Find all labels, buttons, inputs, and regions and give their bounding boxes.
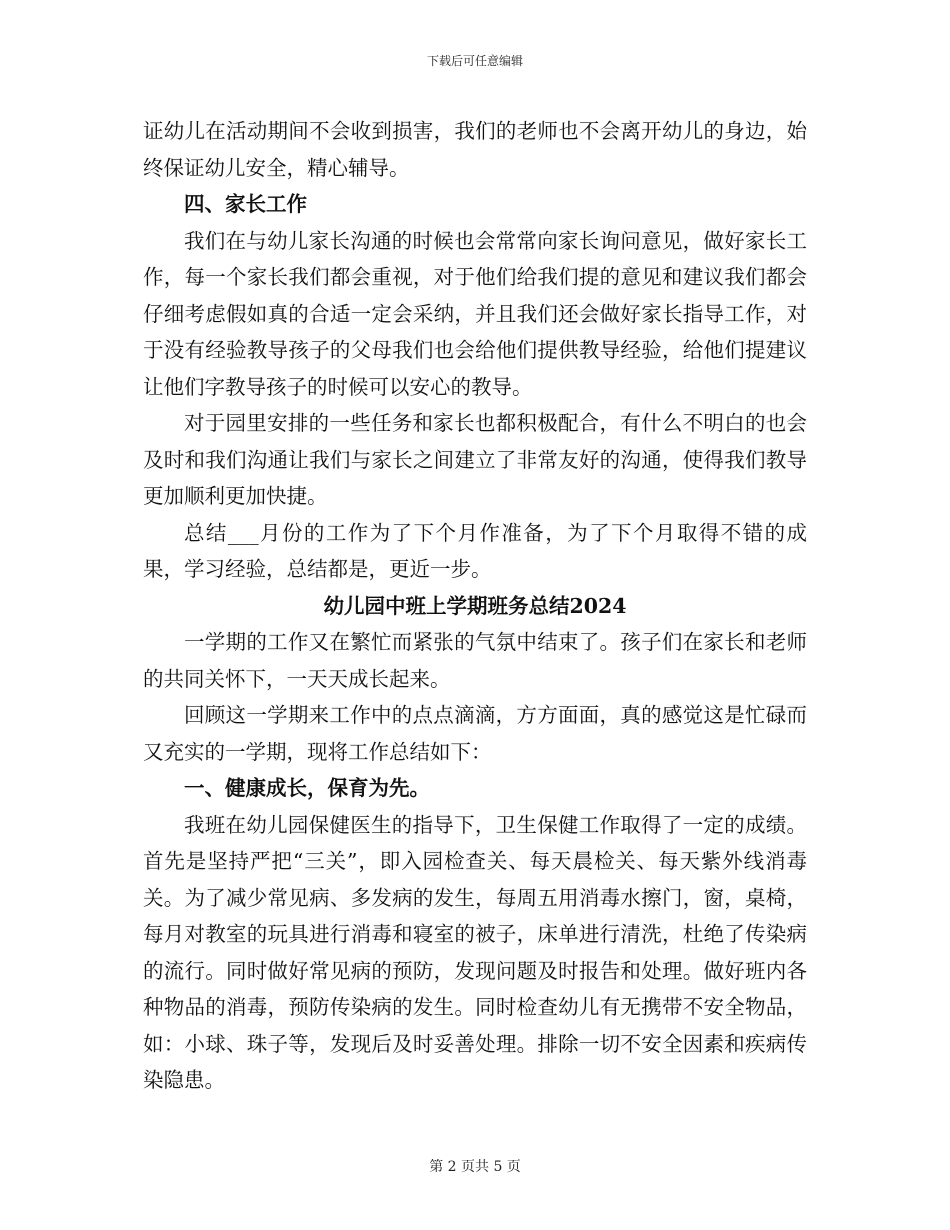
page-header: 下载后可任意编辑	[426, 54, 523, 68]
section-heading-health: 一、健康成长，保育为先。	[184, 776, 430, 800]
paragraph-semester-intro: 一学期的工作又在繁忙而紧张的气氛中结束了。孩子们在家长和老师的共同关怀下，一天天成长起来。	[143, 630, 807, 691]
paragraph-continued: 证幼儿在活动期间不会收到损害，我们的老师也不会离开幼儿的身边，始终保证幼儿安全，精心辅导。	[143, 119, 807, 180]
section-heading-parent-work: 四、家长工作	[184, 192, 307, 216]
document-body	[143, 113, 807, 1099]
document-section-title: 幼儿园中班上学期班务总结2024	[323, 593, 627, 618]
paragraph-parent-communication: 我们在与幼儿家长沟通的时候也会常常向家长询问意见，做好家长工作，每一个家长我们都会重视，对于他们给我们提的意见和建议我们都会仔细考虑假如真的合适一定会采纳，并且我们还会做好家长指导工作，对于没有经验教导孩子的父母我们也会给他们提供教导经验，给他们提建议让他们字教导孩子的时候可以安心的教导。	[143, 228, 807, 399]
paragraph-monthly-summary: 总结___月份的工作为了下个月作准备，为了下个月取得不错的成果，学习经验，总结都是，更近一步。	[143, 520, 807, 581]
paragraph-review-intro: 回顾这一学期来工作中的点点滴滴，方方面面，真的感觉这是忙碌而又充实的一学期，现将工作总结如下：	[143, 703, 807, 764]
paragraph-health-care: 我班在幼儿园保健医生的指导下，卫生保健工作取得了一定的成绩。首先是坚持严把“三关”，即入园检查关、每天晨检关、每天紫外线消毒关。为了减少常见病、多发病的发生，每周五用消毒水擦门，窗，桌椅，每月对教室的玩具进行消毒和寝室的被子，床单进行清洗，杜绝了传染病的流行。同时做好常见病的预防，发现问题及时报告和处理。做好班内各种物品的消毒，预防传染病的发生。同时检查幼儿有无携带不安全物品，如：小球、珠子等，发现后及时妥善处理。排除一切不安全因素和疾病传染隐患。	[143, 812, 807, 1092]
paragraph-parent-cooperation: 对于园里安排的一些任务和家长也都积极配合，有什么不明白的也会及时和我们沟通让我们与家长之间建立了非常友好的沟通，使得我们教导更加顺利更加快捷。	[143, 411, 807, 508]
page-footer: 第 2 页共 5 页	[429, 1159, 521, 1175]
